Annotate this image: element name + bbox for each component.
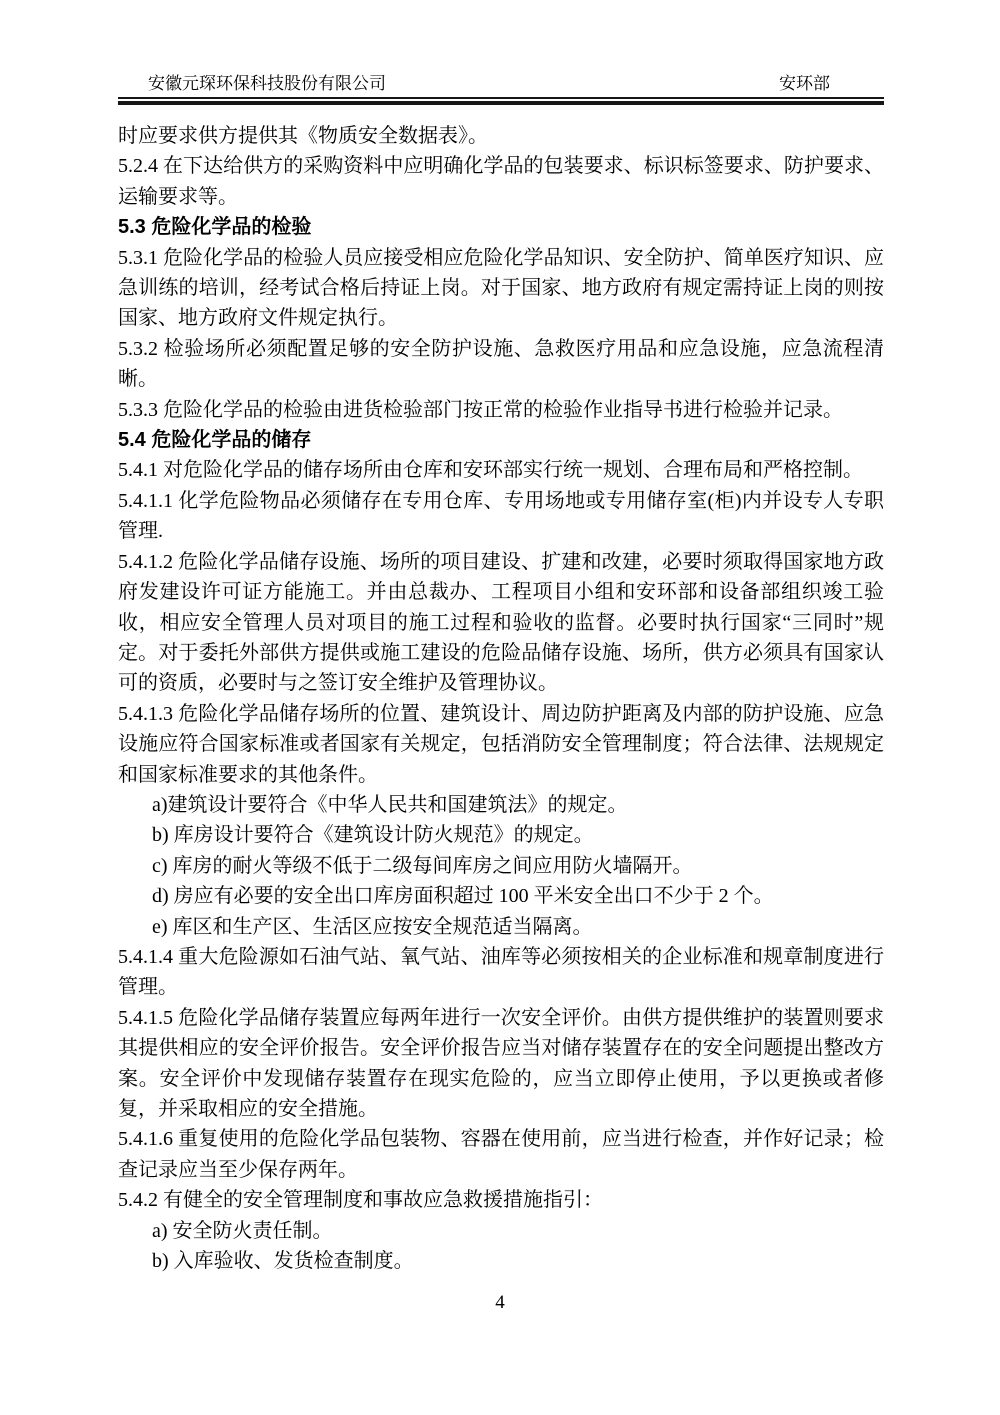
list-item: b) 入库验收、发货检查制度。 xyxy=(152,1250,414,1273)
page-number: 4 xyxy=(495,1292,505,1313)
paragraph: 5.3.2 检验场所必须配置足够的安全防护设施、急救医疗用品和应急设施，应急流程清晰。 xyxy=(118,337,884,391)
page-header xyxy=(118,70,884,97)
list-item: e) 库区和生产区、生活区应按安全规范适当隔离。 xyxy=(152,915,593,938)
header-company-name: 安徽元琛环保科技股份有限公司 xyxy=(148,74,386,93)
paragraph: 5.4.1.4 重大危险源如石油气站、氧气站、油库等必须按相关的企业标准和规章制度进行管理。 xyxy=(118,945,884,999)
paragraph: 5.4.1.3 危险化学品储存场所的位置、建筑设计、周边防护距离及内部的防护设施、应急设施应符合国家标准或者国家有关规定，包括消防安全管理制度；符合法律、法规规定和国家标准要求的其他条件。 xyxy=(118,702,884,786)
paragraph: 5.4.1.6 重复使用的危险化学品包装物、容器在使用前，应当进行检查，并作好记录；检查记录应当至少保存两年。 xyxy=(118,1128,884,1181)
header-divider-rule xyxy=(118,97,884,105)
page-footer xyxy=(0,1291,1000,1315)
paragraph: 5.3.3 危险化学品的检验由进货检验部门按正常的检验作业指导书进行检验并记录。 xyxy=(118,398,843,421)
paragraph: 时应要求供方提供其《物质安全数据表》。 xyxy=(118,125,488,147)
list-item: b) 库房设计要符合《建筑设计防火规范》的规定。 xyxy=(152,824,594,847)
section-heading: 5.4 危险化学品的储存 xyxy=(118,429,312,452)
document-body xyxy=(118,121,884,1276)
list-item: d) 房应有必要的安全出口库房面积超过 100 平米安全出口不少于 2 个。 xyxy=(152,885,774,908)
paragraph: 5.4.1.2 危险化学品储存设施、场所的项目建设、扩建和改建，必要时须取得国家地方政府发建设许可证方能施工。并由总裁办、工程项目小组和安环部和设备部组织竣工验收，相应安全管理人员对项目的施工过程和验收的监督。必要时执行国家“三同时”规定。对于委托外部供方提供或施工建设的危险品储存设施、场所，供方必须具有国家认可的资质，必要时与之签订安全维护及管理协议。 xyxy=(118,550,884,695)
paragraph: 5.4.1 对危险化学品的储存场所由仓库和安环部实行统一规划、合理布局和严格控制。 xyxy=(118,459,863,482)
header-department: 安环部 xyxy=(779,74,830,93)
section-heading: 5.3 危险化学品的检验 xyxy=(118,216,312,239)
list-item: a)建筑设计要符合《中华人民共和国建筑法》的规定。 xyxy=(152,793,628,816)
list-item: a) 安全防火责任制。 xyxy=(152,1219,333,1242)
list-item: c) 库房的耐火等级不低于二级每间库房之间应用防火墙隔开。 xyxy=(152,854,693,877)
paragraph: 5.4.1.5 危险化学品储存装置应每两年进行一次安全评价。由供方提供维护的装置则要求其提供相应的安全评价报告。安全评价报告应当对储存装置存在的安全问题提出整改方案。安全评价中发现储存装置存在现实危险的，应当立即停止使用，予以更换或者修复，并采取相应的安全措施。 xyxy=(118,1006,884,1120)
paragraph: 5.4.1.1 化学危险物品必须储存在专用仓库、专用场地或专用储存室(柜)内并设专人专职管理. xyxy=(118,489,884,543)
paragraph: 5.2.4 在下达给供方的采购资料中应明确化学品的包装要求、标识标签要求、防护要求、运输要求等。 xyxy=(118,155,884,208)
paragraph: 5.3.1 危险化学品的检验人员应接受相应危险化学品知识、安全防护、简单医疗知识、应急训练的培训，经考试合格后持证上岗。对于国家、地方政府有规定需持证上岗的则按国家、地方政府文件规定执行。 xyxy=(118,246,884,330)
paragraph: 5.4.2 有健全的安全管理制度和事故应急救援措施指引： xyxy=(118,1189,603,1212)
